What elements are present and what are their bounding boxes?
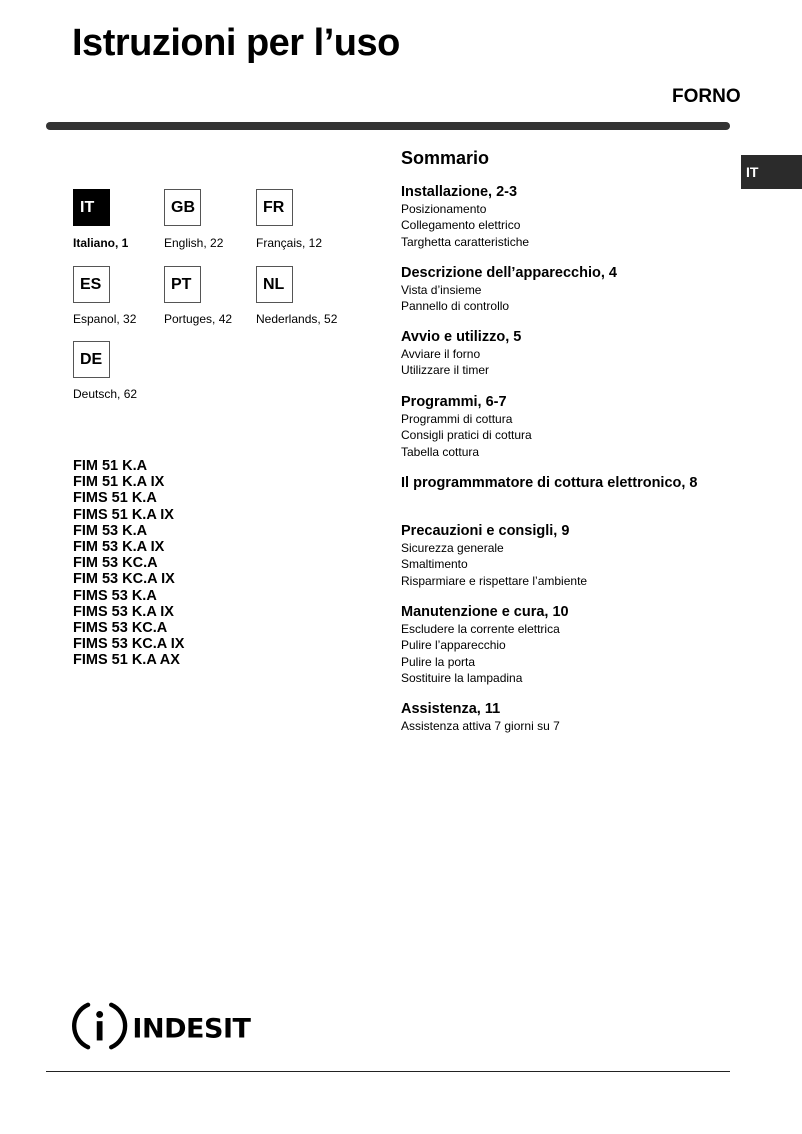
toc-section-descrizione (401, 265, 731, 315)
toc-section-title[interactable]: Il programmmatore di cottura elettronico, 8 (401, 475, 698, 491)
lang-label-fr: Français, 12 (256, 236, 323, 250)
model-item: FIMS 51 K.A (73, 490, 157, 507)
toc-section-installazione (401, 184, 731, 250)
toc-item[interactable]: Consigli pratici di cottura (401, 428, 532, 443)
model-list (73, 458, 184, 669)
toc-section-avvio (401, 329, 731, 379)
toc-item[interactable]: Tabella cottura (401, 444, 480, 459)
lang-label-de: Deutsch, 62 (73, 387, 138, 401)
toc-section-programmatore (401, 475, 731, 492)
lang-box-fr[interactable]: FR (256, 189, 293, 226)
toc-item[interactable]: Collegamento elettrico (401, 218, 521, 233)
toc-item[interactable]: Risparmiare e rispettare l’ambiente (401, 573, 588, 588)
lang-label-pt: Portuges, 42 (164, 312, 233, 326)
toc-item[interactable]: Smaltimento (401, 557, 468, 572)
product-type: FORNO (672, 86, 741, 107)
footer-divider (46, 1071, 730, 1072)
model-item: FIM 51 K.A IX (73, 474, 165, 491)
toc-section-programmi (401, 394, 731, 460)
lang-label-gb: English, 22 (164, 236, 224, 250)
lang-box-pt[interactable]: PT (164, 266, 201, 303)
language-side-tab: IT (741, 155, 802, 189)
model-item: FIM 53 K.A (73, 522, 148, 539)
lang-label-nl: Nederlands, 52 (256, 312, 338, 326)
model-item: FIM 53 KC.A IX (73, 571, 175, 588)
toc-item[interactable]: Programmi di cottura (401, 412, 513, 426)
model-item: FIM 51 K.A (73, 458, 148, 474)
toc-section-assistenza (401, 701, 731, 734)
model-item: FIMS 53 K.A IX (73, 603, 174, 620)
svg-text:INDESIT: INDESIT (132, 1013, 251, 1045)
toc-section-precauzioni (401, 523, 731, 589)
toc-item[interactable]: Pulire la porta (401, 654, 476, 669)
toc-item[interactable]: Vista d’insieme (401, 283, 482, 297)
toc-section-title[interactable]: Precauzioni e consigli, 9 (401, 523, 570, 539)
model-item: FIMS 53 K.A (73, 587, 157, 604)
toc-section-title[interactable]: Descrizione dell’apparecchio, 4 (401, 265, 617, 281)
header-divider (46, 122, 730, 130)
toc-section-title[interactable]: Installazione, 2-3 (401, 184, 518, 200)
model-item: FIMS 53 KC.A IX (73, 636, 185, 653)
toc-item[interactable]: Avviare il forno (401, 347, 481, 361)
toc-item[interactable]: Escludere la corrente elettrica (401, 622, 560, 636)
model-item: FIMS 53 KC.A (73, 620, 168, 637)
lang-box-nl[interactable]: NL (256, 266, 293, 303)
toc-item[interactable]: Pulire l’apparecchio (401, 638, 506, 653)
model-item: FIM 53 KC.A (73, 555, 158, 572)
lang-box-it[interactable]: IT (73, 189, 110, 226)
toc-section-title[interactable]: Avvio e utilizzo, 5 (401, 329, 522, 345)
model-item: FIMS 51 K.A IX (73, 506, 174, 523)
toc-section-title[interactable]: Assistenza, 11 (401, 701, 501, 717)
lang-label-it: Italiano, 1 (73, 236, 129, 250)
toc-section-title[interactable]: Programmi, 6-7 (401, 394, 507, 410)
toc-item[interactable]: Posizionamento (401, 202, 487, 216)
page-title: Istruzioni per l’uso (72, 22, 400, 64)
toc-item[interactable]: Sicurezza generale (401, 541, 504, 555)
toc-title: Sommario (401, 148, 490, 168)
model-item: FIMS 51 K.A AX (73, 652, 180, 669)
lang-box-de[interactable]: DE (73, 341, 110, 378)
toc-section-manutenzione (401, 604, 731, 686)
toc-item[interactable]: Assistenza attiva 7 giorni su 7 (401, 719, 560, 733)
toc-item[interactable]: Targhetta caratteristiche (401, 234, 530, 249)
toc-item[interactable]: Utilizzare il timer (401, 363, 490, 378)
toc-item[interactable]: Pannello di controllo (401, 299, 510, 314)
lang-box-es[interactable]: ES (73, 266, 110, 303)
model-item: FIM 53 K.A IX (73, 539, 165, 556)
indesit-logo-icon (71, 999, 271, 1053)
lang-box-gb[interactable]: GB (164, 189, 201, 226)
lang-label-es: Espanol, 32 (73, 312, 137, 326)
toc-section-title[interactable]: Manutenzione e cura, 10 (401, 604, 569, 620)
toc-item[interactable]: Sostituire la lampadina (401, 670, 523, 685)
